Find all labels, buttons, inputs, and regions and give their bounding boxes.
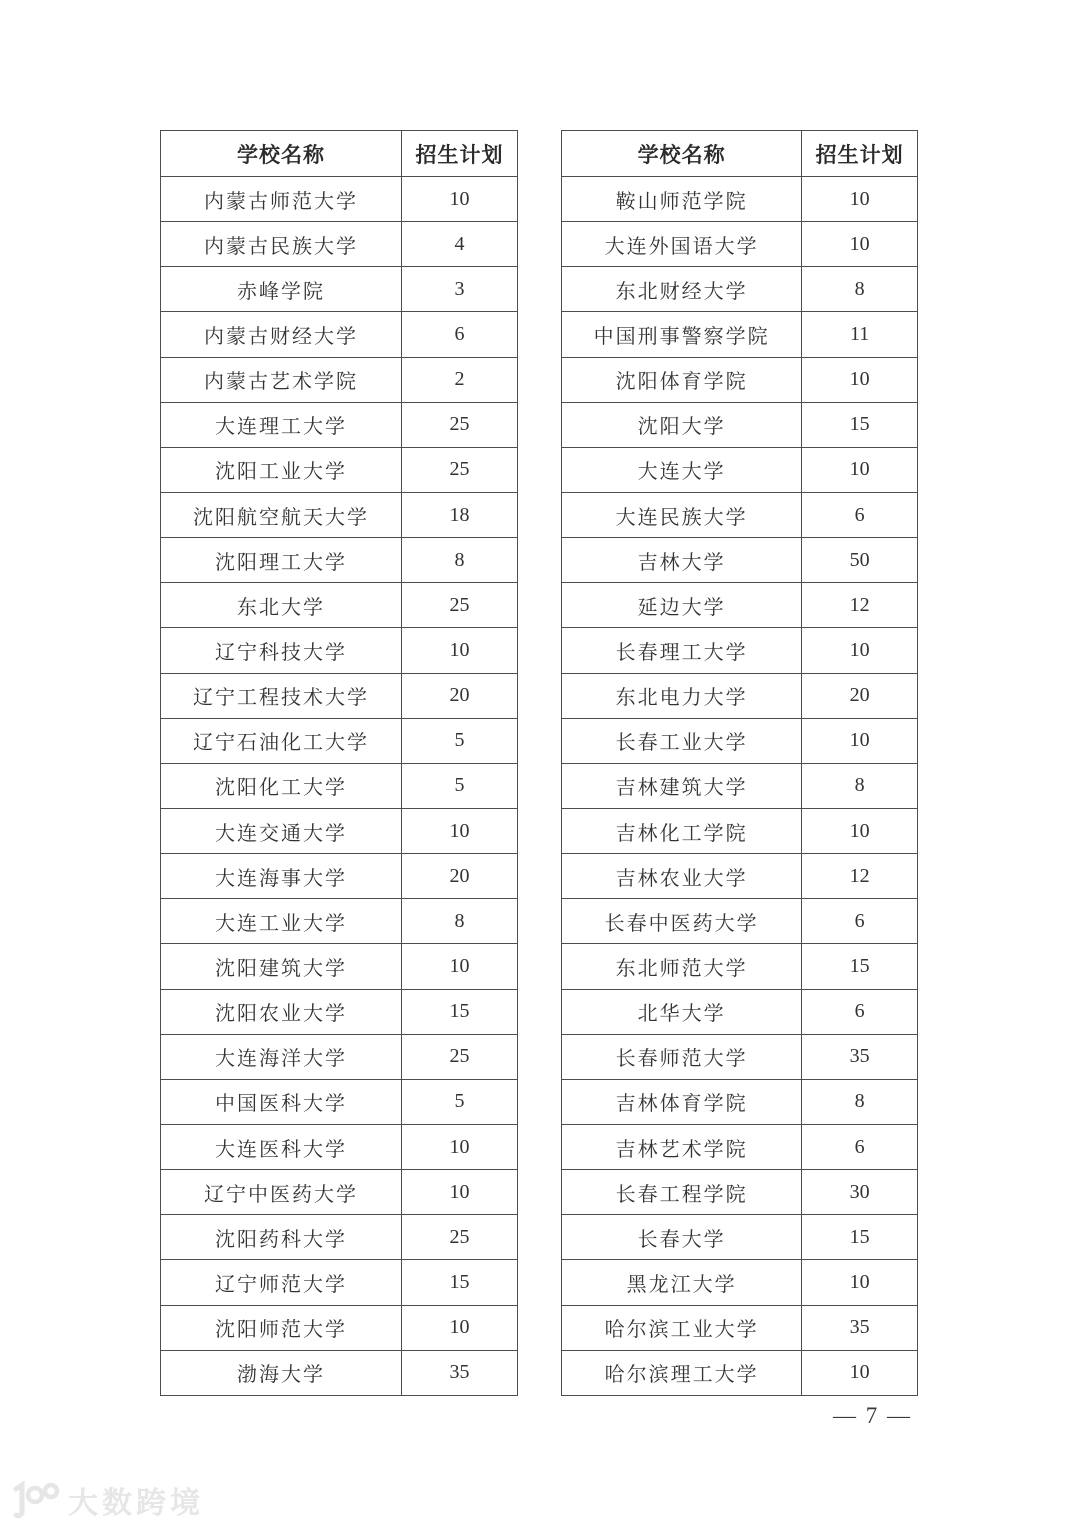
table-row <box>562 312 918 357</box>
school-name-cell: 沈阳建筑大学 <box>161 944 402 989</box>
enrollment-plan-cell: 10 <box>401 628 517 673</box>
enrollment-plan-cell: 8 <box>401 538 517 583</box>
school-name-cell: 长春大学 <box>562 1215 802 1260</box>
school-name-cell: 哈尔滨工业大学 <box>562 1305 802 1350</box>
school-name-cell: 大连医科大学 <box>161 1124 402 1169</box>
table-row <box>562 492 918 537</box>
column-header-enrollment-plan: 招生计划 <box>401 131 517 177</box>
enrollment-plan-cell: 15 <box>802 944 918 989</box>
header-row <box>161 131 518 177</box>
enrollment-plan-cell: 11 <box>802 312 918 357</box>
table-row <box>562 718 918 763</box>
enrollment-plan-cell: 5 <box>401 1079 517 1124</box>
school-name-cell: 鞍山师范学院 <box>562 177 802 222</box>
table-row <box>161 989 518 1034</box>
enrollment-plan-cell: 20 <box>401 673 517 718</box>
enrollment-plan-cell: 10 <box>401 1170 517 1215</box>
school-name-cell: 大连交通大学 <box>161 808 402 853</box>
enrollment-plan-cell: 10 <box>401 1305 517 1350</box>
school-name-cell: 渤海大学 <box>161 1350 402 1395</box>
enrollment-plan-cell: 35 <box>802 1305 918 1350</box>
table-row <box>562 1215 918 1260</box>
column-header-school-name: 学校名称 <box>161 131 402 177</box>
school-name-cell: 赤峰学院 <box>161 267 402 312</box>
school-name-cell: 沈阳师范大学 <box>161 1305 402 1350</box>
table-row <box>161 1350 518 1395</box>
enrollment-plan-cell: 35 <box>802 1034 918 1079</box>
enrollment-plan-cell: 10 <box>401 1124 517 1169</box>
watermark <box>8 1478 204 1522</box>
table-row <box>562 1305 918 1350</box>
enrollment-plan-cell: 10 <box>802 177 918 222</box>
school-name-cell: 内蒙古艺术学院 <box>161 357 402 402</box>
enrollment-plan-cell: 25 <box>401 1034 517 1079</box>
table-row <box>161 222 518 267</box>
school-name-cell: 长春中医药大学 <box>562 899 802 944</box>
table-row <box>161 312 518 357</box>
table-row <box>562 1170 918 1215</box>
school-name-cell: 沈阳航空航天大学 <box>161 492 402 537</box>
school-name-cell: 东北大学 <box>161 583 402 628</box>
enrollment-table-right <box>561 130 918 1396</box>
table-row <box>562 267 918 312</box>
enrollment-plan-cell: 25 <box>401 447 517 492</box>
school-name-cell: 延边大学 <box>562 583 802 628</box>
school-name-cell: 长春理工大学 <box>562 628 802 673</box>
table-row <box>562 1079 918 1124</box>
school-name-cell: 沈阳化工大学 <box>161 763 402 808</box>
school-name-cell: 长春师范大学 <box>562 1034 802 1079</box>
enrollment-plan-cell: 6 <box>802 1124 918 1169</box>
enrollment-plan-cell: 10 <box>802 808 918 853</box>
enrollment-plan-cell: 10 <box>802 718 918 763</box>
table-row <box>161 673 518 718</box>
column-header-school-name: 学校名称 <box>562 131 802 177</box>
table-row <box>562 808 918 853</box>
table-row <box>161 1124 518 1169</box>
table-row <box>161 402 518 447</box>
table-row <box>562 1350 918 1395</box>
table-row <box>562 357 918 402</box>
enrollment-plan-cell: 10 <box>802 222 918 267</box>
school-name-cell: 沈阳理工大学 <box>161 538 402 583</box>
enrollment-plan-cell: 8 <box>401 899 517 944</box>
school-name-cell: 东北师范大学 <box>562 944 802 989</box>
school-name-cell: 东北电力大学 <box>562 673 802 718</box>
school-name-cell: 大连理工大学 <box>161 402 402 447</box>
enrollment-plan-cell: 10 <box>802 357 918 402</box>
enrollment-plan-cell: 50 <box>802 538 918 583</box>
enrollment-plan-cell: 8 <box>802 1079 918 1124</box>
school-name-cell: 沈阳大学 <box>562 402 802 447</box>
enrollment-plan-cell: 8 <box>802 267 918 312</box>
school-name-cell: 吉林化工学院 <box>562 808 802 853</box>
school-name-cell: 吉林艺术学院 <box>562 1124 802 1169</box>
school-name-cell: 吉林建筑大学 <box>562 763 802 808</box>
table-row <box>161 538 518 583</box>
table-row <box>161 447 518 492</box>
school-name-cell: 吉林大学 <box>562 538 802 583</box>
school-name-cell: 内蒙古师范大学 <box>161 177 402 222</box>
table-row <box>161 267 518 312</box>
school-name-cell: 长春工业大学 <box>562 718 802 763</box>
table-row <box>161 583 518 628</box>
page-number: — 7 — <box>833 1403 912 1428</box>
school-name-cell: 内蒙古民族大学 <box>161 222 402 267</box>
school-name-cell: 沈阳工业大学 <box>161 447 402 492</box>
table-row <box>161 357 518 402</box>
school-name-cell: 沈阳药科大学 <box>161 1215 402 1260</box>
watermark-text: 大数跨境 <box>68 1487 204 1520</box>
column-header-enrollment-plan: 招生计划 <box>802 131 918 177</box>
table-row <box>562 222 918 267</box>
table-row <box>562 447 918 492</box>
enrollment-plan-cell: 10 <box>401 177 517 222</box>
school-name-cell: 沈阳体育学院 <box>562 357 802 402</box>
enrollment-plan-cell: 25 <box>401 583 517 628</box>
table-row <box>161 763 518 808</box>
table-row <box>161 899 518 944</box>
school-name-cell: 大连外国语大学 <box>562 222 802 267</box>
enrollment-plan-cell: 12 <box>802 583 918 628</box>
enrollment-plan-cell: 10 <box>802 628 918 673</box>
enrollment-plan-cell: 35 <box>401 1350 517 1395</box>
school-name-cell: 哈尔滨理工大学 <box>562 1350 802 1395</box>
enrollment-plan-cell: 25 <box>401 1215 517 1260</box>
enrollment-plan-cell: 4 <box>401 222 517 267</box>
enrollment-plan-cell: 15 <box>401 989 517 1034</box>
school-name-cell: 东北财经大学 <box>562 267 802 312</box>
table-row <box>161 1215 518 1260</box>
enrollment-plan-cell: 15 <box>802 402 918 447</box>
school-name-cell: 内蒙古财经大学 <box>161 312 402 357</box>
table-row <box>562 1260 918 1305</box>
school-name-cell: 中国医科大学 <box>161 1079 402 1124</box>
table-row <box>161 944 518 989</box>
table-row <box>161 1305 518 1350</box>
enrollment-plan-cell: 10 <box>802 447 918 492</box>
table-row <box>161 177 518 222</box>
enrollment-plan-cell: 12 <box>802 854 918 899</box>
enrollment-plan-cell: 25 <box>401 402 517 447</box>
school-name-cell: 大连工业大学 <box>161 899 402 944</box>
school-name-cell: 大连海事大学 <box>161 854 402 899</box>
table-row <box>562 628 918 673</box>
header-row <box>562 131 918 177</box>
school-name-cell: 辽宁中医药大学 <box>161 1170 402 1215</box>
school-name-cell: 大连大学 <box>562 447 802 492</box>
enrollment-plan-cell: 18 <box>401 492 517 537</box>
table-row <box>161 718 518 763</box>
enrollment-plan-cell: 10 <box>802 1350 918 1395</box>
watermark-logo-icon <box>8 1479 60 1521</box>
school-name-cell: 黑龙江大学 <box>562 1260 802 1305</box>
enrollment-plan-cell: 5 <box>401 718 517 763</box>
enrollment-plan-cell: 5 <box>401 763 517 808</box>
enrollment-plan-cell: 20 <box>401 854 517 899</box>
table-row <box>161 854 518 899</box>
school-name-cell: 沈阳农业大学 <box>161 989 402 1034</box>
school-name-cell: 辽宁师范大学 <box>161 1260 402 1305</box>
table-row <box>562 402 918 447</box>
table-row <box>562 899 918 944</box>
enrollment-table-left <box>160 130 518 1396</box>
table-row <box>562 944 918 989</box>
school-name-cell: 吉林体育学院 <box>562 1079 802 1124</box>
table-row <box>562 538 918 583</box>
table-row <box>562 854 918 899</box>
school-name-cell: 吉林农业大学 <box>562 854 802 899</box>
enrollment-plan-cell: 6 <box>802 899 918 944</box>
table-row <box>161 492 518 537</box>
table-row <box>562 177 918 222</box>
table-row <box>562 1034 918 1079</box>
table-row <box>161 1034 518 1079</box>
enrollment-plan-cell: 6 <box>802 492 918 537</box>
table-row <box>161 1170 518 1215</box>
school-name-cell: 辽宁工程技术大学 <box>161 673 402 718</box>
school-name-cell: 大连海洋大学 <box>161 1034 402 1079</box>
enrollment-plan-cell: 10 <box>802 1260 918 1305</box>
table-row <box>562 989 918 1034</box>
enrollment-plan-cell: 30 <box>802 1170 918 1215</box>
school-name-cell: 辽宁石油化工大学 <box>161 718 402 763</box>
table-row <box>562 763 918 808</box>
school-name-cell: 长春工程学院 <box>562 1170 802 1215</box>
school-name-cell: 辽宁科技大学 <box>161 628 402 673</box>
enrollment-plan-cell: 3 <box>401 267 517 312</box>
enrollment-plan-cell: 20 <box>802 673 918 718</box>
school-name-cell: 北华大学 <box>562 989 802 1034</box>
enrollment-plan-cell: 10 <box>401 944 517 989</box>
table-row <box>161 628 518 673</box>
enrollment-plan-cell: 10 <box>401 808 517 853</box>
enrollment-plan-cell: 15 <box>802 1215 918 1260</box>
school-name-cell: 大连民族大学 <box>562 492 802 537</box>
table-row <box>562 583 918 628</box>
table-row <box>161 1079 518 1124</box>
enrollment-plan-cell: 6 <box>802 989 918 1034</box>
table-row <box>161 808 518 853</box>
table-row <box>562 1124 918 1169</box>
enrollment-plan-cell: 2 <box>401 357 517 402</box>
table-row <box>161 1260 518 1305</box>
table-row <box>562 673 918 718</box>
enrollment-plan-cell: 8 <box>802 763 918 808</box>
enrollment-plan-cell: 15 <box>401 1260 517 1305</box>
enrollment-plan-cell: 6 <box>401 312 517 357</box>
school-name-cell: 中国刑事警察学院 <box>562 312 802 357</box>
